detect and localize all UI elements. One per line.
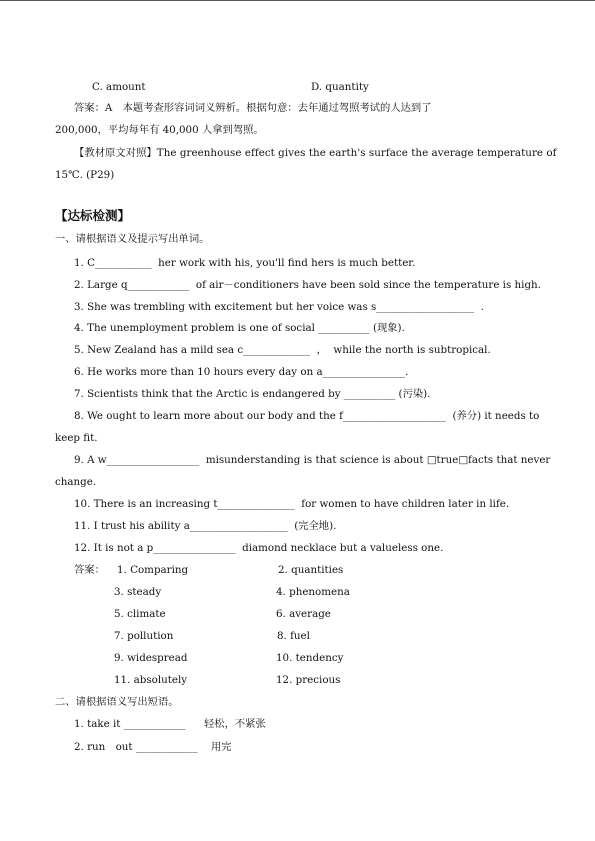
textbook-original-line-2: 15℃. (P29) [55, 169, 115, 181]
question-2: 2. Large q____________ of air－conditioners have been sold since the temperature is high. [74, 279, 541, 291]
answer-3: 3. steady [114, 586, 162, 598]
answer-explanation-line-2: 200,000，平均每年有 40,000 人拿到驾照。 [55, 124, 264, 136]
question-5: 5. New Zealand has a mild sea c_____________ ， while the north is subtropical. [74, 344, 491, 356]
question-3: 3. She was trembling with excitement but her voice was s___________________ . [74, 301, 484, 313]
section-title: 【达标检测】 [55, 208, 131, 223]
phrase-1: 1. take it ____________ [74, 718, 186, 730]
question-1: 1. C___________ her work with his, you'll find hers is much better. [74, 257, 416, 269]
answer-9: 9. widespread [114, 652, 188, 664]
phrase-1-meaning: 轻松，不紧张 [204, 718, 266, 730]
answer-11: 11. absolutely [114, 674, 188, 686]
phrase-2: 2. run out ____________ [74, 741, 198, 753]
part2-heading: 二、请根据语义写出短语。 [55, 696, 179, 708]
textbook-original-line-1: 【教材原文对照】The greenhouse effect gives the earth's surface the average temperature of [74, 147, 557, 159]
question-12: 12. It is not a p________________ diamond necklace but a valueless one. [74, 542, 444, 554]
answer-8: 8. fuel [277, 630, 310, 642]
option-c: C. amount [92, 81, 146, 93]
answer-5: 5. climate [114, 608, 166, 620]
question-8-continued: keep fit. [55, 432, 98, 444]
answer-explanation-line-1: 答案：A 本题考查形容词词义辨析。根据句意：去年通过驾照考试的人达到了 [74, 102, 432, 114]
question-10: 10. There is an increasing t_______________ for women to have children later in life. [74, 498, 510, 510]
part1-heading: 一、请根据语义及提示写出单词。 [55, 233, 210, 245]
question-9: 9. A w__________________ misunderstanding is that science is about □true□facts that never [74, 454, 551, 466]
question-7: 7. Scientists think that the Arctic is endangered by __________ (污染). [74, 388, 431, 400]
question-4: 4. The unemployment problem is one of social __________ (现象). [74, 322, 405, 334]
answer-6: 6. average [276, 608, 331, 620]
answer-2: 2. quantities [278, 564, 344, 576]
answer-12: 12. precious [276, 674, 341, 686]
option-d: D. quantity [311, 81, 369, 93]
answer-7: 7. pollution [114, 630, 174, 642]
question-11: 11. I trust his ability a___________________ (完全地). [74, 520, 337, 532]
question-6: 6. He works more than 10 hours every day on a________________. [74, 366, 409, 378]
question-8: 8. We ought to learn more about our body and the f____________________ (养分) it needs to [74, 410, 540, 422]
question-9-continued: change. [55, 476, 97, 488]
answer-label: 答案： [74, 564, 105, 576]
phrase-2-meaning: 用完 [211, 741, 232, 753]
page-top-border [0, 0, 595, 1]
answer-4: 4. phenomena [276, 586, 350, 598]
answer-10: 10. tendency [276, 652, 344, 664]
answer-1: 1. Comparing [117, 564, 189, 576]
